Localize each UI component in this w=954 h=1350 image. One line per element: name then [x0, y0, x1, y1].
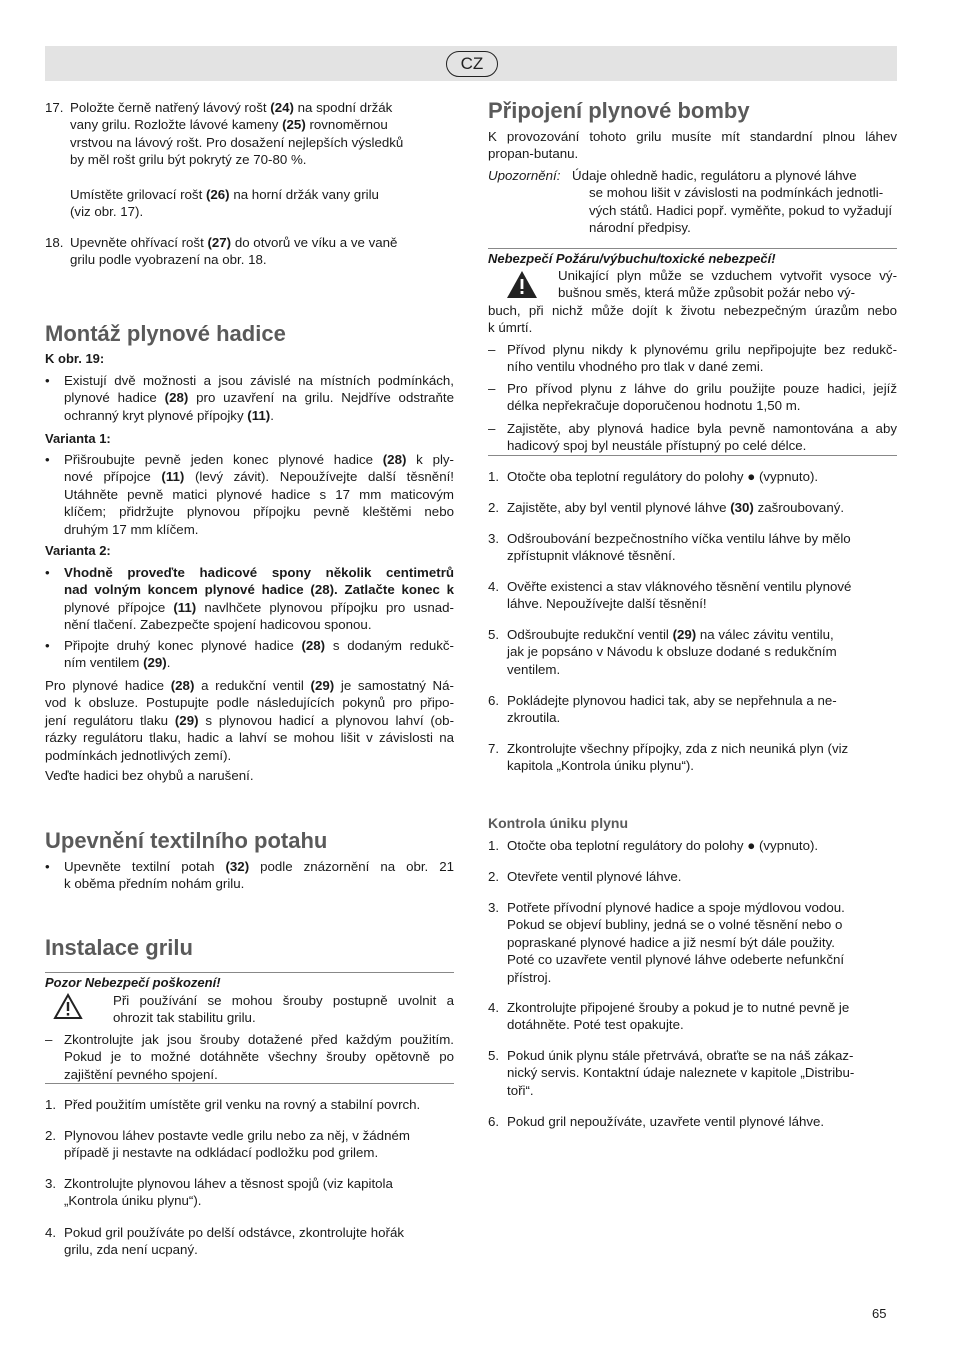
text-line: přístroj. — [507, 969, 552, 985]
text-line: (viz obr. 17). — [70, 204, 144, 220]
text-line: toři“. — [507, 1082, 534, 1098]
text-line: Zajistěte, aby plynová hadice byla pevně namontována a aby — [507, 421, 897, 436]
text-line: Zkontrolujte jak jsou šrouby dotažené před každým použitím. — [64, 1032, 454, 1047]
warning-triangle-icon — [53, 993, 83, 1020]
text-line: Otočte oba teplotní regulátory do polohy ● (vypnuto). — [507, 469, 819, 484]
sub-heading: K obr. 19: — [45, 351, 105, 366]
text-line: Pokud se objeví bubliny, jedná se o volné těsnění nebo o — [507, 917, 843, 933]
list-marker: – — [45, 1032, 53, 1047]
danger-header: Nebezpečí Požáru/výbuchu/toxické nebezpečí! — [488, 251, 776, 266]
list-marker: 2. — [488, 500, 500, 515]
text-line: popraskané plynové hadice a již nesmí být dále použity. — [507, 934, 835, 950]
text-line: ohrozit tak stabilitu grilu. — [113, 1010, 256, 1026]
text-line: Umístěte grilovací rošt (26) na horní držák vany grilu — [70, 187, 379, 202]
list-marker: 7. — [488, 741, 500, 756]
note-label: Upozornění: — [488, 168, 561, 183]
divider — [45, 972, 454, 973]
text-line: Upevněte ohřívací rošt (27) do otvorů ve víku a ve vaně — [70, 235, 398, 250]
text-line: hadicový spoj byl neustále přístupný po celé délce. — [507, 438, 807, 454]
text-line: kapitola „Kontrola úniku plynu“). — [507, 758, 694, 774]
list-marker: 4. — [45, 1225, 57, 1240]
list-marker: – — [488, 381, 496, 396]
text-line: Existují dvě možnosti a jsou závislé na místních podmínkách, — [64, 373, 454, 388]
text-line: Zkontrolujte všechny přípojky, zda z nich neuniká plyn (viz — [507, 741, 849, 756]
text-line: se mohou lišit v závislosti na podmínkách jednotli- — [589, 185, 884, 201]
text-line: Vhodně proveďte hadicové spony několik centimetrů — [64, 565, 454, 580]
list-marker: 1. — [488, 469, 500, 484]
list-marker: 17. — [45, 100, 64, 115]
list-marker: – — [488, 421, 496, 436]
list-marker: 3. — [488, 531, 500, 546]
text-line: Připojte druhý konec plynové hadice (28) s dodaným redukč- — [64, 638, 454, 653]
text-line: zpřístupnit vláknové těsnění. — [507, 548, 676, 564]
list-marker: 2. — [488, 869, 500, 884]
text-line: zajištění pevného spojení. — [64, 1066, 218, 1082]
divider — [488, 455, 897, 456]
text-line: K provozování tohoto grilu musíte mít standardní plnou láhev — [488, 129, 897, 144]
text-line: plynové hadice (28) pro uzavření na grilu. Nejdříve odstraňte — [64, 390, 454, 406]
text-line: Potřete přívodní plynové hadice a spoje mýdlovou vodou. — [507, 900, 845, 915]
text-line: nad volným koncem plynové hadice (28). Zatlačte konec k — [64, 582, 454, 598]
text-line: Pokládejte plynovou hadici tak, aby se nepřehnula a ne- — [507, 693, 837, 708]
text-line: Zkontrolujte připojené šrouby a pokud je to nutné pevně je — [507, 1000, 850, 1015]
text-line: nové přípojce (11) (levý závit). Nepoužívejte další těsnění! — [64, 469, 454, 485]
list-marker: 1. — [45, 1097, 57, 1112]
paragraph: Veďte hadici bez ohybů a narušení. — [45, 768, 254, 783]
text-line: Zajistěte, aby byl ventil plynové láhve (30) zašroubovaný. — [507, 500, 845, 515]
text-line: jení regulátoru tlaku (29) s plynovou hadicí a plynovou lahví (ob- — [45, 712, 455, 728]
text-line: Pokud gril používáte po delší odstávce, zkontrolujte hořák — [64, 1225, 405, 1240]
section-title-instalace: Instalace grilu — [45, 935, 193, 960]
text-line: Pokud gril nepoužíváte, uzavřete ventil plynové láhve. — [507, 1114, 825, 1129]
text-line: podmínkách jednotlivých zemí). — [45, 747, 232, 763]
text-line: Pro plynové hadice (28) a redukční ventil (29) je samostatný Ná- — [45, 678, 454, 693]
text-line: délka nepřekračuje doporučenou hodnotu 1,50 m. — [507, 398, 801, 414]
text-line: vod k obsluze. Postupujte podle následujících pokynů pro připo- — [45, 695, 454, 711]
section-title-upevneni: Upevnění textilního potahu — [45, 828, 328, 853]
text-line: ním ventilem (29). — [64, 655, 171, 671]
list-marker: – — [488, 342, 496, 357]
section-title-pripojeni: Připojení plynové bomby — [488, 98, 750, 123]
danger-triangle-icon — [506, 270, 538, 299]
text-line: bušnou směs, která může způsobit požár nebo vý- — [558, 285, 856, 301]
text-line: k oběma předním nohám grilu. — [64, 876, 245, 892]
text-line: zkroutila. — [507, 710, 561, 726]
text-line: Otevřete ventil plynové láhve. — [507, 869, 682, 884]
list-marker: 4. — [488, 1000, 500, 1015]
list-marker: 5. — [488, 627, 500, 642]
text-line: druhým 17 mm klíčem. — [64, 521, 199, 537]
text-line: Pro přívod plynu z láhve do grilu použijte pouze hadici, jejíž — [507, 381, 897, 396]
list-marker: 2. — [45, 1128, 57, 1143]
text-line: Poté co uzavřete ventil plynové láhve odeberte nefunkční — [507, 952, 845, 968]
text-line: Upevněte textilní potah (32) podle znázornění na obr. 21 — [64, 859, 454, 874]
text-line: dotáhněte. Poté test opakujte. — [507, 1017, 684, 1033]
text-line: Přívod plynu nikdy k plynovému grilu nepřipojujte bez redukč- — [507, 342, 897, 357]
text-line: Při používání se mohou šrouby postupně uvolnit a — [113, 993, 454, 1008]
divider — [488, 248, 897, 249]
list-marker: 3. — [45, 1176, 57, 1191]
text-line: nický servis. Kontaktní údaje naleznete v kapitole „Distribu- — [507, 1065, 855, 1081]
list-marker: 6. — [488, 693, 500, 708]
text-line: Pokud je to možné dotáhněte všechny šrouby opětovně po — [64, 1049, 454, 1065]
text-line: případě ji nestavte na odkládací podložku pod grilem. — [64, 1145, 379, 1161]
divider — [45, 1083, 454, 1084]
list-marker: 3. — [488, 900, 500, 915]
list-marker: • — [45, 638, 50, 653]
text-line: buch, při nichž může dojít k životu nebezpečným úrazům nebo — [488, 302, 897, 318]
text-line: Zkontrolujte plynovou láhev a těsnost spojů (viz kapitola — [64, 1176, 393, 1191]
text-line: Otočte oba teplotní regulátory do polohy ● (vypnuto). — [507, 838, 819, 853]
warning-header: Pozor Nebezpečí poškození! — [45, 975, 221, 990]
list-marker: • — [45, 373, 50, 388]
text-line: Plynovou láhev postavte vedle grilu nebo za něj, v žádném — [64, 1128, 410, 1143]
text-line: Pokud únik plynu stále přetrvává, obraťte se na náš zákaz- — [507, 1048, 854, 1063]
text-line: ního ventilu vhodného pro tlak v dané zemi. — [507, 359, 764, 375]
text-line: vany grilu. Rozložte lávové kameny (25) rovnoměrnou — [70, 117, 388, 133]
list-marker: 1. — [488, 838, 500, 853]
text-line: Unikající plyn může se vzduchem vytvořit vysoce vý- — [558, 268, 897, 283]
page-number: 65 — [872, 1306, 887, 1321]
text-line: „Kontrola úniku plynu“). — [64, 1193, 202, 1209]
variant-1-label: Varianta 1: — [45, 431, 111, 446]
list-marker: 6. — [488, 1114, 500, 1129]
variant-2-label: Varianta 2: — [45, 543, 111, 558]
text-line: Před použitím umístěte gril venku na rovný a stabilní povrch. — [64, 1097, 421, 1112]
text-line: propan-butanu. — [488, 146, 579, 162]
list-marker: • — [45, 565, 50, 580]
text-line: rázky regulátoru tlaku, hadic a lahví se mohou lišit v závislosti na — [45, 730, 454, 746]
text-line: ochranný kryt plynové přípojky (11). — [64, 407, 274, 423]
text-line: grilu podle vyobrazení na obr. 18. — [70, 252, 267, 268]
text-line: vých států. Hadici popř. vyměňte, pokud to vyžadují — [589, 202, 893, 218]
text-line: Údaje ohledně hadic, regulátoru a plynové láhve — [572, 168, 857, 183]
list-marker: • — [45, 452, 50, 467]
text-line: jak je popsáno v Návodu k obsluze dodané s redukčním — [507, 644, 837, 660]
text-line: Položte černě natřený lávový rošt (24) na spodní držák — [70, 100, 393, 115]
section-title-montaz: Montáž plynové hadice — [45, 321, 286, 346]
language-badge: CZ — [446, 51, 498, 77]
text-line: nění tlačení. Zabezpečte spojení hadicovou sponou. — [64, 617, 372, 633]
subsection-title-leak: Kontrola úniku plynu — [488, 815, 628, 831]
text-line: Odšroubování bezpečnostního víčka ventilu láhve by mělo — [507, 531, 851, 546]
text-line: vrstvou na lávový rošt. Pro dosažení nejlepších výsledků — [70, 134, 404, 150]
text-line: národní předpisy. — [589, 220, 691, 236]
list-marker: 4. — [488, 579, 500, 594]
text-line: k úmrtí. — [488, 320, 533, 336]
text-line: klíčem; přidržujte plynovou přípojku pevně kleštěmi nebo — [64, 504, 454, 520]
text-line: ventilem. — [507, 661, 561, 677]
text-line: láhve. Nepoužívejte další těsnění! — [507, 596, 707, 612]
text-line: by měl rošt grilu být pokrytý ze 70-80 %. — [70, 152, 307, 168]
list-marker: • — [45, 859, 50, 874]
text-line: Přišroubujte pevně jeden konec plynové hadice (28) k ply- — [64, 452, 454, 467]
text-line: grilu, zda není ucpaný. — [64, 1242, 198, 1258]
text-line: Odšroubujte redukční ventil (29) na válec závitu ventilu, — [507, 627, 834, 642]
list-marker: 18. — [45, 235, 64, 250]
list-marker: 5. — [488, 1048, 500, 1063]
text-line: Utáhněte pevně matici plynové hadice s 17 mm maticovým — [64, 486, 454, 502]
text-line: Ověřte existenci a stav vláknového těsnění ventilu plynové — [507, 579, 852, 594]
text-line: plynové přípojce (11) navlhčete plynovou přípojku pro usnad- — [64, 599, 454, 615]
